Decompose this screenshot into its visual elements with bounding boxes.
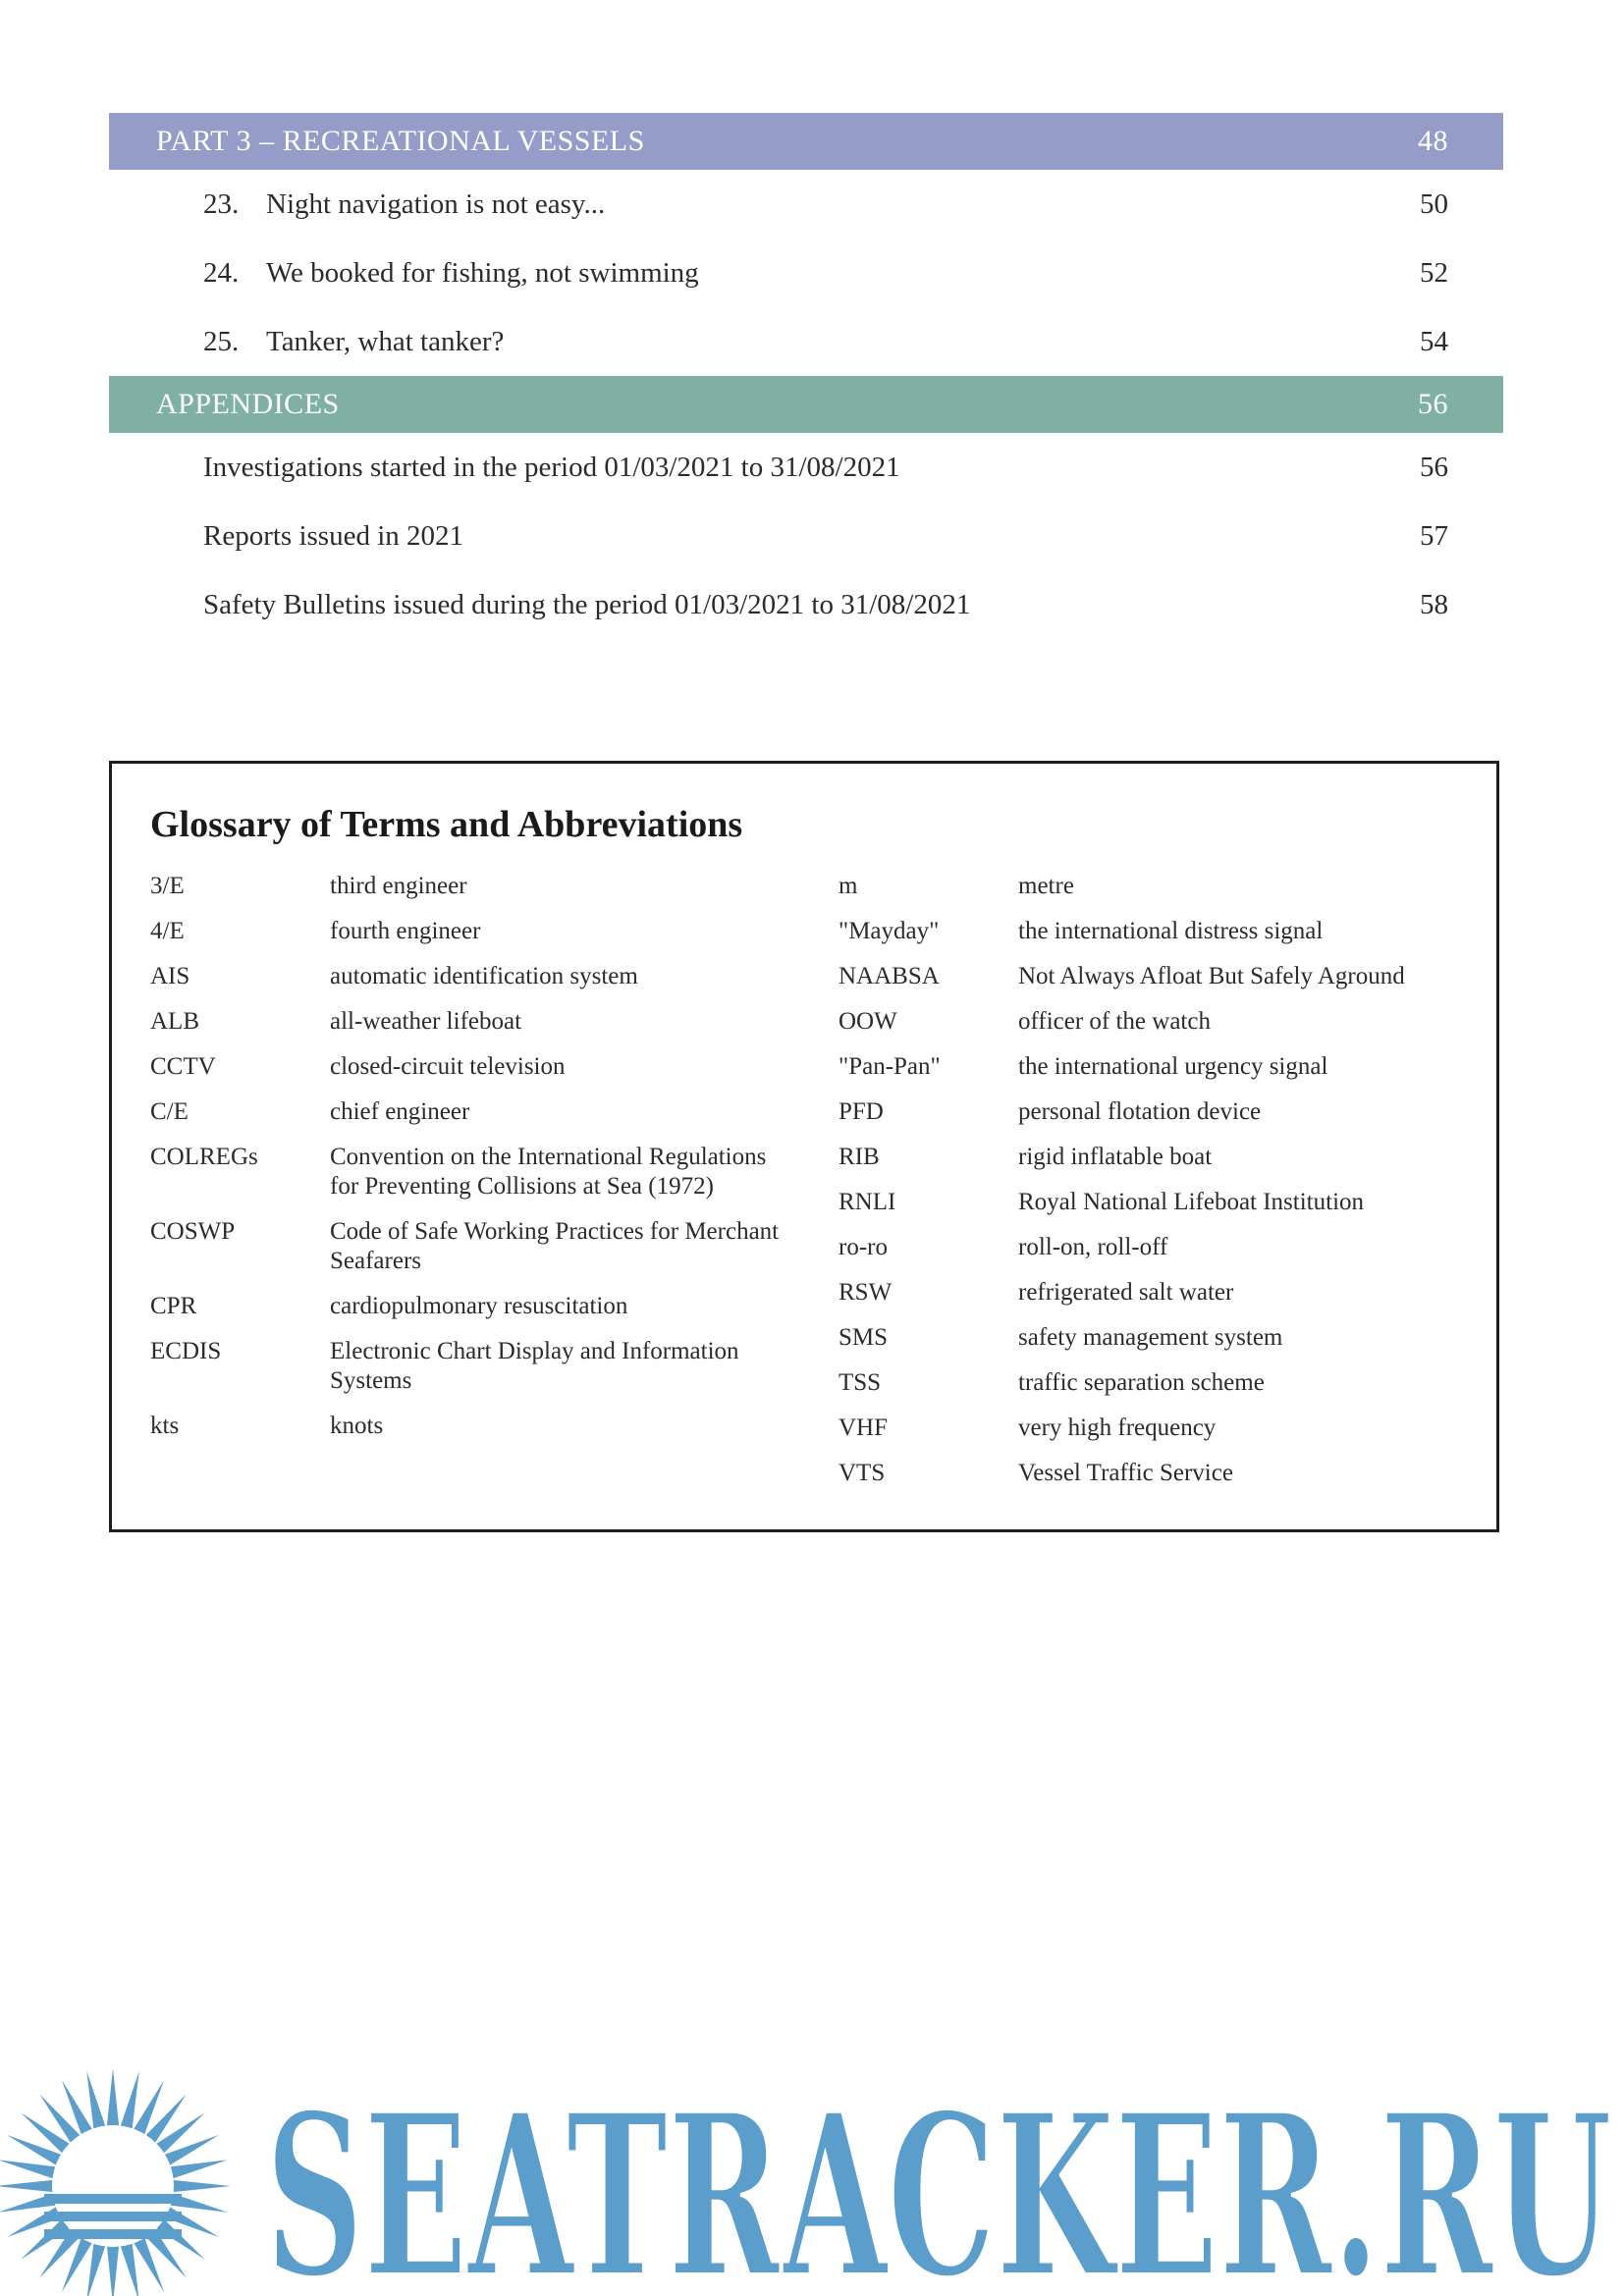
toc-item-title: Tanker, what tanker? [266,325,505,357]
glossary-abbreviation: 3/E [150,873,185,899]
toc-appendix-item[interactable] [109,570,1503,639]
glossary-abbreviation: "Mayday" [839,918,940,944]
glossary-abbreviation: C/E [150,1098,189,1125]
glossary-entry [150,1097,788,1127]
glossary-entry [839,872,1467,901]
glossary-definition: officer of the watch [1018,1008,1211,1035]
glossary-entry [839,1233,1467,1262]
glossary-definition: safety management system [1018,1324,1283,1351]
glossary-entry [150,1217,788,1276]
glossary-abbreviation: RIB [839,1144,880,1170]
toc-item-page: 58 [1420,588,1448,620]
toc-appendix-item[interactable] [109,433,1503,502]
toc-item-title: Reports issued in 2021 [203,519,464,552]
glossary-abbreviation: NAABSA [839,963,940,989]
glossary-abbreviation: TSS [839,1369,882,1396]
glossary-abbreviation: CPR [150,1293,197,1319]
toc-item[interactable] [109,307,1503,376]
toc-appendices-header[interactable] [109,376,1503,433]
glossary-entry [839,1143,1467,1172]
glossary-entry [839,1323,1467,1353]
glossary-abbreviation: kts [150,1413,180,1439]
glossary-entry [839,1459,1467,1488]
sun-wave [44,2194,182,2204]
glossary-definition: knots [330,1413,384,1439]
glossary-definition: Electronic Chart Display and Information Systems [330,1338,739,1394]
glossary-definition: rigid inflatable boat [1018,1144,1213,1170]
sun-icon [0,2068,231,2296]
glossary-entry [150,1292,788,1321]
glossary-abbreviation: "Pan-Pan" [839,1053,941,1080]
glossary-entry [839,1368,1467,1398]
toc-appendices-title: APPENDICES [156,388,340,420]
glossary-left-column [150,872,788,1457]
glossary-abbreviation: SMS [839,1324,889,1351]
glossary-definition: roll-on, roll-off [1018,1234,1168,1260]
toc-item-page: 50 [1420,187,1448,220]
sun-wave [44,2229,182,2239]
table-of-contents [109,113,1503,639]
toc-item-title: Investigations started in the period 01/03/2021 to 31/08/2021 [203,451,900,483]
glossary-abbreviation: OOW [839,1008,897,1035]
glossary-entry [150,1412,788,1441]
glossary-entry [839,1278,1467,1308]
toc-item-number: 25. [203,325,240,357]
toc-item-number: 24. [203,256,240,289]
glossary-abbreviation: RSW [839,1279,893,1306]
toc-item-page: 54 [1420,325,1448,357]
glossary-entry [839,962,1467,991]
glossary-entry [839,1052,1467,1082]
glossary-abbreviation: ro-ro [839,1234,888,1260]
toc-item-page: 56 [1420,451,1448,483]
glossary-definition: third engineer [330,873,467,899]
glossary-definition: fourth engineer [330,918,481,944]
seatracker-watermark [0,2056,1624,2296]
sun-wave [44,2212,182,2221]
glossary-abbreviation: COLREGs [150,1144,258,1170]
glossary-definition: refrigerated salt water [1018,1279,1234,1306]
toc-item-title: Safety Bulletins issued during the period 01/03/2021 to 31/08/2021 [203,588,971,620]
toc-appendix-item[interactable] [109,502,1503,570]
toc-part3-title: PART 3 – RECREATIONAL VESSELS [156,125,645,157]
toc-part3-page: 48 [1418,125,1448,157]
glossary-abbreviation: 4/E [150,918,185,944]
glossary-entry [839,917,1467,946]
toc-item-title: Night navigation is not easy... [266,187,606,220]
glossary-abbreviation: RNLI [839,1189,896,1215]
glossary-definition: the international urgency signal [1018,1053,1328,1080]
glossary-definition: chief engineer [330,1098,470,1125]
glossary-definition: metre [1018,873,1074,899]
glossary-abbreviation: ALB [150,1008,199,1035]
glossary-definition: Royal National Lifeboat Institution [1018,1189,1365,1215]
sun-disc [52,2125,174,2247]
glossary-entry [150,1337,788,1396]
glossary-definition: traffic separation scheme [1018,1369,1265,1396]
glossary-entry [150,1007,788,1037]
glossary-abbreviation: PFD [839,1098,884,1125]
glossary-definition: closed-circuit television [330,1053,566,1080]
toc-part3-header[interactable] [109,113,1503,170]
glossary-entry [150,962,788,991]
toc-item-page: 52 [1420,256,1448,289]
glossary-abbreviation: AIS [150,963,190,989]
glossary-entry [839,1097,1467,1127]
glossary-definition: Vessel Traffic Service [1018,1460,1233,1486]
toc-item[interactable] [109,170,1503,239]
glossary-definition: very high frequency [1018,1415,1217,1441]
glossary-definition: Not Always Afloat But Safely Aground [1018,963,1405,989]
glossary-title: Glossary of Terms and Abbreviations [150,804,743,845]
glossary-abbreviation: CCTV [150,1053,216,1080]
glossary-entry [839,1414,1467,1443]
toc-item[interactable] [109,239,1503,307]
glossary-abbreviation: VHF [839,1415,889,1441]
glossary-abbreviation: COSWP [150,1218,236,1245]
glossary-right-column [839,872,1467,1504]
glossary-definition: automatic identification system [330,963,638,989]
glossary-abbreviation: ECDIS [150,1338,222,1364]
glossary-definition: Code of Safe Working Practices for Merchant Seafarers [330,1218,780,1274]
glossary-entry [839,1007,1467,1037]
glossary-entry [150,1052,788,1082]
watermark-text: SEATRACKER.RU [265,2064,1612,2296]
glossary-entry [150,917,788,946]
toc-appendices-page: 56 [1418,388,1448,420]
glossary-abbreviation: m [839,873,858,899]
toc-item-title: We booked for fishing, not swimming [266,256,699,289]
glossary-definition: Convention on the International Regulations for Preventing Collisions at Sea (1972) [330,1144,767,1200]
glossary-entry [839,1188,1467,1217]
glossary-definition: the international distress signal [1018,918,1324,944]
glossary-definition: personal flotation device [1018,1098,1262,1125]
glossary-definition: all-weather lifeboat [330,1008,522,1035]
glossary-box [109,761,1499,1532]
toc-item-page: 57 [1420,519,1448,552]
glossary-entry [150,1143,788,1201]
glossary-entry [150,872,788,901]
glossary-definition: cardiopulmonary resuscitation [330,1293,628,1319]
glossary-abbreviation: VTS [839,1460,886,1486]
toc-item-number: 23. [203,187,240,220]
